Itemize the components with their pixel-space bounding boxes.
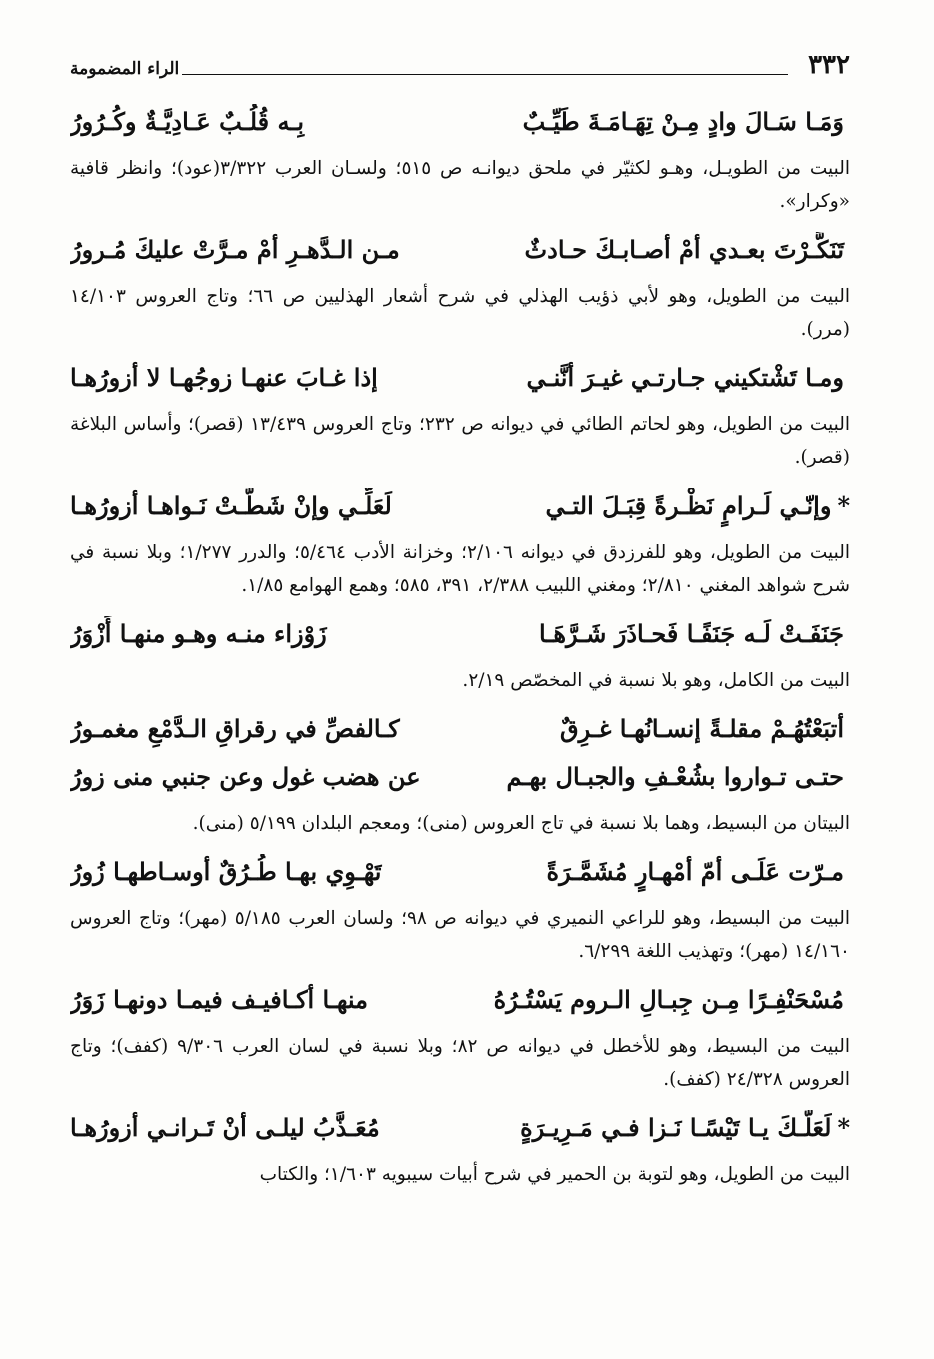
verse-first-hemistich	[523, 104, 850, 152]
verse-marker: *	[837, 1113, 850, 1142]
verse-first-hemistich	[560, 711, 850, 759]
source-note: البيت من الطويل، وهو لأبي ذؤيب الهذلي في شرح أشعار الهذليين ص ٦٦؛ وتاج العروس ١٤/١٠٣ (مرر).	[70, 286, 850, 340]
verse-first-hemistich	[525, 232, 850, 280]
verse-second-hemistich: تَهْـوِي بهـا طُـرُقٌ أوسـاطهـا زُورُ	[70, 857, 382, 886]
verse-first-text: أتبَعْتُهُـمْ مقلـةً إنسـانُهـا غـرِقٌ	[559, 714, 844, 743]
entry	[70, 488, 850, 602]
entry	[70, 232, 850, 346]
verse-second-hemistich: كـالفصِّ في رقراقِ الـدَّمْعِ مغمـورُ	[70, 714, 400, 743]
source-note: البيتان من البسيط، وهما بلا نسبة في تاج العروس (منى)؛ ومعجم البلدان ٥/١٩٩ (منى).	[192, 813, 850, 834]
source-note: البيت من البسيط، وهو للراعي النميري في ديوانه ص ٩٨؛ ولسان العرب ٥/١٨٥ (مهر)؛ وتاج العروس ١٤/١٦٠ (مهر)؛ وتهذيب اللغة ٦/٢٩٩.	[70, 908, 850, 962]
source-note: البيت من البسيط، وهو للأخطل في ديوانه ص ٨٢؛ وبلا نسبة في لسان العرب ٩/٣٠٦ (كفف)؛ وتاج العروس ٢٤/٣٢٨ (كفف).	[70, 1036, 851, 1090]
verse-second-hemistich: بِـه قُلُـبٌ عَـادِيَّـةٌ وكُـرُورُ	[70, 107, 305, 136]
verse-line	[70, 854, 850, 902]
verse-line	[70, 616, 850, 664]
verse-first-text: جَنَفَـتْ لَـه جَنَفًـا فَحـاذَرَ شَـرَّهَـا	[539, 619, 844, 648]
verse-first-text: وَمَـا سَـالَ وادٍ مِـنْ تِهَـامَـةَ طَيِّـبٌ	[522, 107, 844, 136]
verse-first-hemistich	[506, 759, 850, 807]
entry	[70, 1110, 850, 1191]
verse-first-hemistich	[527, 360, 850, 408]
entry	[70, 711, 850, 840]
verse-line	[70, 488, 850, 536]
verse-second-hemistich: زَوْزاء منـه وهـو منهـا أَزْوَرُ	[70, 619, 327, 648]
verse-line	[70, 711, 850, 759]
verse-first-hemistich	[547, 854, 850, 902]
verse-second-hemistich: لَعَلِّـي وإنْ شَطَّـتْ نَـواهـا أزورُهـا	[70, 491, 392, 520]
verse-second-hemistich: مُعَـذَّبُ ليلـى أنْ تَـرانـي أزورُهـا	[70, 1113, 380, 1142]
entry	[70, 360, 850, 474]
page-header	[70, 50, 850, 84]
verse-second-hemistich: إذا غـابَ عنهـا زوجُهـا لا أزورُهـا	[70, 363, 378, 392]
source-note: البيت من الطويـل، وهـو لكثيّر في ملحق ديوانـه ص ٥١٥؛ ولسـان العرب ٣/٣٢٢(عود)؛ وانظر قافية «وكرار».	[70, 158, 850, 212]
verse-first-hemistich	[494, 982, 850, 1030]
verse-second-hemistich: مـن الـدَّهـرِ أمْ مـرَّتْ عليكَ مُـرورُ	[70, 235, 400, 264]
verse-first-hemistich	[546, 488, 850, 536]
source-note: البيت من الطويل، وهو لتوبة بن الحمير في شرح أبيات سيبويه ١/٦٠٣؛ والكتاب	[259, 1164, 850, 1185]
verse-first-text: حتـى تـواروا بشُعْـفِ والجبـال بهـم	[506, 762, 844, 791]
running-title: الراء المضمومة	[70, 59, 180, 79]
verse-line	[70, 1110, 850, 1158]
verse-line	[70, 982, 850, 1030]
entries	[70, 104, 850, 1205]
verse-first-hemistich	[520, 1110, 850, 1158]
header-rule	[182, 74, 788, 75]
verse-first-text: ومـا تَشْتكيني جـارتـي غيـرَ أنَّنـي	[526, 363, 844, 392]
verse-second-hemistich: عن هضب غول وعن جنبي منى زورُ	[70, 762, 421, 791]
entry	[70, 854, 850, 968]
source-note: البيت من الكامل، وهو بلا نسبة في المخصّص ٢/١٩.	[462, 670, 850, 691]
verse-first-hemistich	[539, 616, 850, 664]
entry	[70, 104, 850, 218]
verse-first-text: وإنّـي لَـرامٍ نَظْـرةً قِبَـلَ التـي	[545, 491, 832, 520]
source-note: البيت من الطويل، وهو لحاتم الطائي في ديوانه ص ٢٣٢؛ وتاج العروس ١٣/٤٣٩ (قصر)؛ وأساس البلاغة (قصر).	[70, 414, 850, 468]
verse-first-text: لَعَلَّـكَ يـا تَيْسًـا نَـزا فـي مَـرِيـرَةٍ	[520, 1113, 832, 1142]
page-number: ٣٣٢	[808, 50, 850, 80]
verse-first-text: مُسْحَنْفِـرًا مِـن جِبـالِ الـروم يَسْتُـرُهُ	[493, 985, 844, 1014]
verse-line	[70, 232, 850, 280]
verse-line	[70, 759, 850, 807]
verse-line	[70, 104, 850, 152]
verse-first-text: مـرّت عَلَـى أمّ أمْهـارٍ مُشَمَّـرَةً	[546, 857, 844, 886]
entry	[70, 616, 850, 697]
verse-marker: *	[837, 491, 850, 520]
verse-second-hemistich: منهـا أكـافيـف فيمـا دونهـا زَوَرُ	[70, 985, 369, 1014]
verse-line	[70, 360, 850, 408]
verse-first-text: تَنَكَّـرْتَ بعـدي أمْ أصـابـكَ حـادثٌ	[524, 235, 844, 264]
source-note: البيت من الطويل، وهو للفرزدق في ديوانه ٢/١٠٦؛ وخزانة الأدب ٥/٤٦٤؛ والدرر ١/٢٧٧؛ وبلا نسبة في شرح شواهد المغني ٢/٨١٠؛ ومغني اللبيب ٢/٣٨٨، ٣٩١، ٥٨٥؛ وهمع الهوامع ١/٨٥.	[70, 542, 851, 596]
entry	[70, 982, 850, 1096]
